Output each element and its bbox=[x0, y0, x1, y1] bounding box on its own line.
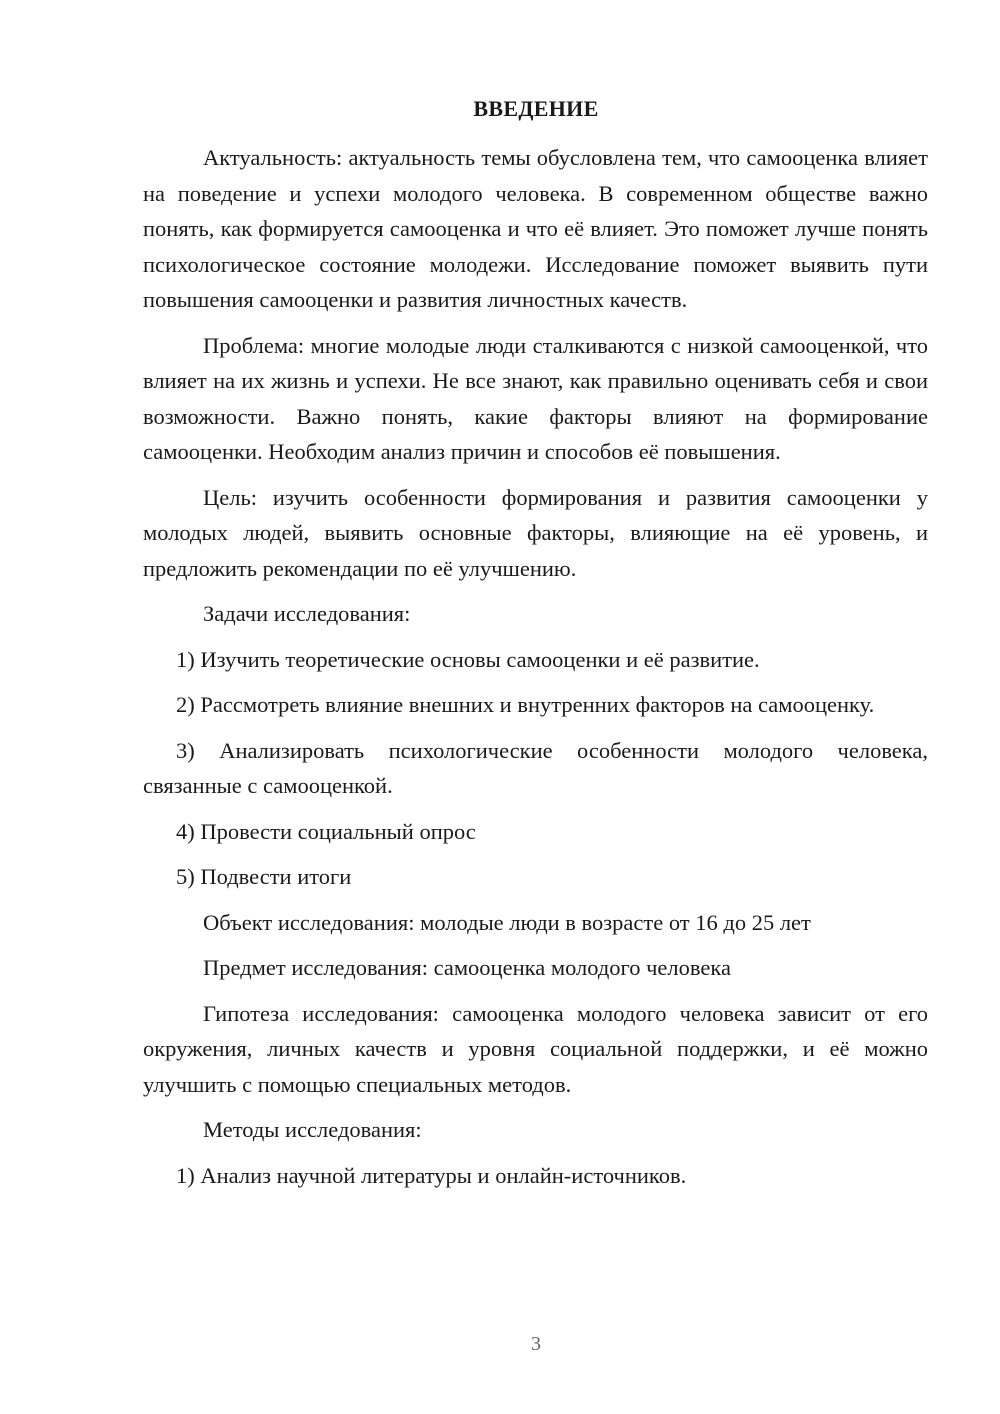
paragraph-object: Объект исследования: молодые люди в возрасте от 16 до 25 лет bbox=[203, 909, 811, 935]
task-list-item: 2) Рассмотреть влияние внешних и внутренних факторов на самооценку. bbox=[176, 692, 875, 717]
method-list-item: 1) Анализ научной литературы и онлайн-источников. bbox=[176, 1162, 687, 1188]
paragraph-subject: Предмет исследования: самооценка молодого человека bbox=[203, 955, 731, 980]
paragraph-relevance: Актуальность: актуальность темы обусловлена тем, что самооценка влияет на поведение и успехи молодого человека. В современном обществе важно понять, как формируется самооценка и что её влияет. Это поможет лучше понять психологическое состояние молодежи. Исследование поможет выявить пути повышения самооценки и развития личностных качеств. bbox=[143, 145, 928, 312]
paragraph-methods-heading: Методы исследования: bbox=[203, 1117, 422, 1142]
task-list-item: 4) Провести социальный опрос bbox=[176, 818, 476, 844]
paragraph-problem: Проблема: многие молодые люди сталкиваются с низкой самооценкой, что влияет на их жизнь и успехи. Не все знают, как правильно оценивать себя и свои возможности. Важно понять, какие факторы влияют на формирование самооценки. Необходим анализ причин и способов её повышения. bbox=[143, 332, 928, 464]
task-list-item: 5) Подвести итоги bbox=[176, 864, 352, 889]
page-number: 3 bbox=[531, 1333, 541, 1355]
task-list-item: 3) Анализировать психологические особенности молодого человека, связанные с самооценкой. bbox=[143, 737, 928, 798]
paragraph-goal: Цель: изучить особенности формирования и развития самооценки у молодых людей, выявить основные факторы, влияющие на её уровень, и предложить рекомендации по её улучшению. bbox=[143, 484, 928, 581]
page-title: ВВЕДЕНИЕ bbox=[473, 96, 599, 121]
task-list-item: 1) Изучить теоретические основы самооценки и её развитие. bbox=[176, 646, 760, 672]
paragraph-tasks-heading: Задачи исследования: bbox=[203, 601, 411, 626]
paragraph-hypothesis: Гипотеза исследования: самооценка молодого человека зависит от его окружения, личных качеств и уровня социальной поддержки, и её можно улучшить с помощью специальных методов. bbox=[143, 1000, 928, 1097]
document-body bbox=[143, 140, 928, 1203]
